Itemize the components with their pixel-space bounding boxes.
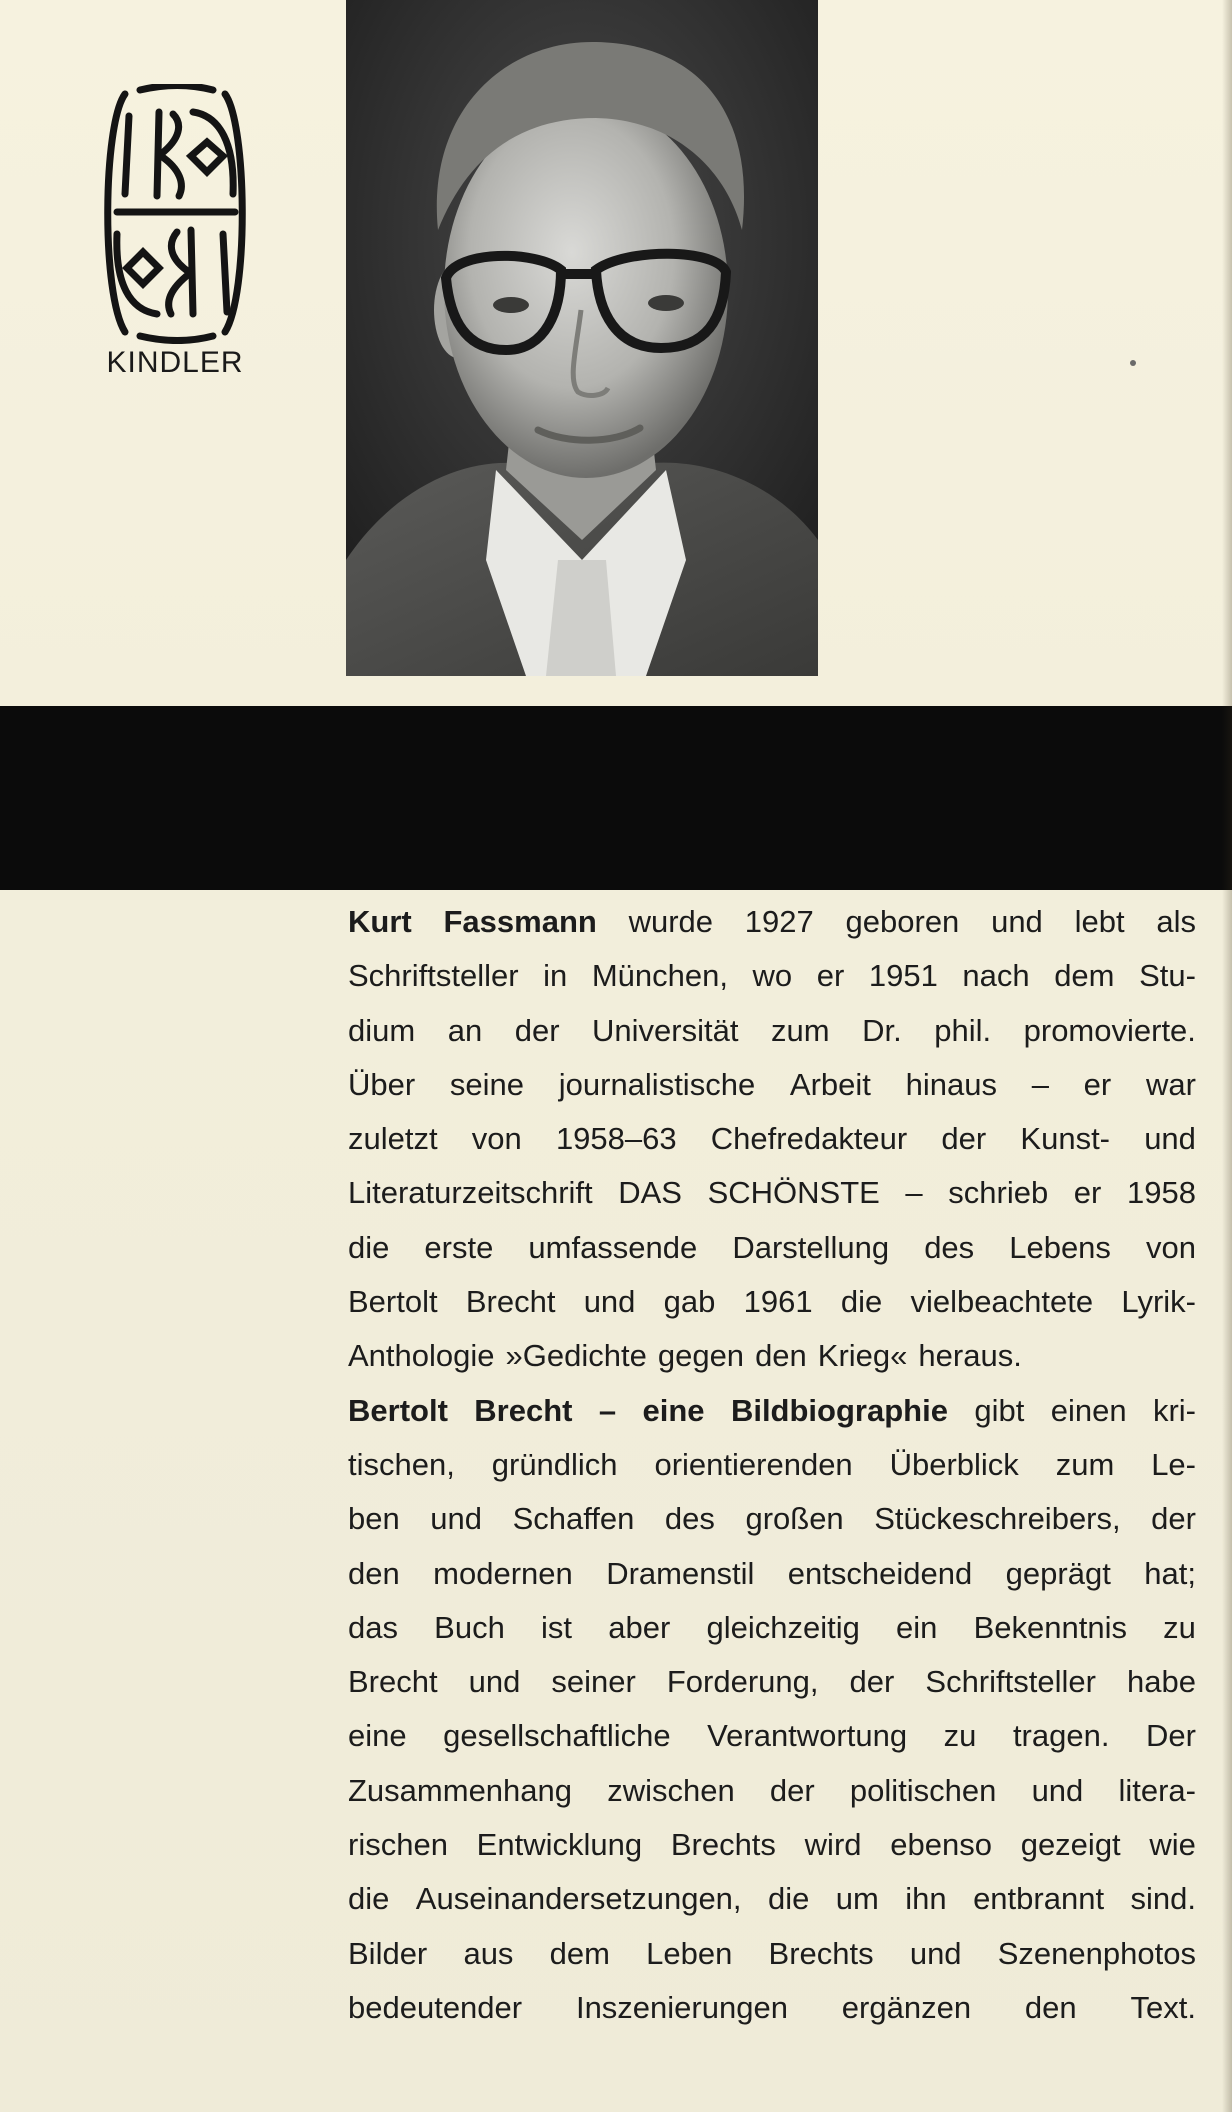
- text-line: den modernen Dramenstil entscheidend geprägt hat;: [348, 1555, 1196, 1591]
- black-band: [0, 706, 1232, 890]
- publisher-logo: [95, 84, 255, 384]
- text-line: Schriftsteller in München, wo er 1951 nach dem Stu-: [348, 958, 1196, 994]
- publisher-name: KINDLER: [106, 346, 244, 379]
- text-line: Über seine journalistische Arbeit hinaus – er war: [348, 1066, 1196, 1102]
- text-line: ben und Schaffen des großen Stückeschreibers, der: [348, 1501, 1196, 1537]
- text-line: die erste umfassende Darstellung des Lebens von: [348, 1229, 1196, 1265]
- text-line: bedeutender Inszenierungen ergänzen den Text.: [348, 1989, 1196, 2025]
- text-line: Bilder aus dem Leben Brechts und Szenenphotos: [348, 1935, 1196, 1971]
- print-speck: [1130, 360, 1136, 366]
- author-bio-paragraph: [348, 895, 1196, 1384]
- kindler-logo-icon: [95, 84, 255, 344]
- text-line: tischen, gründlich orientierenden Überblick zum Le-: [348, 1446, 1196, 1482]
- author-portrait-photo: [346, 0, 818, 676]
- text-line: dium an der Universität zum Dr. phil. promovierte.: [348, 1012, 1196, 1048]
- text-line: Kurt Fassmann wurde 1927 geboren und lebt als: [348, 895, 1196, 949]
- author-name-last: Fassmann: [443, 904, 597, 939]
- text-line: rischen Entwicklung Brechts wird ebenso gezeigt wie: [348, 1827, 1196, 1863]
- text-line: Brecht und seiner Forderung, der Schriftsteller habe: [348, 1664, 1196, 1700]
- text-line: eine gesellschaftliche Verantwortung zu tragen. Der: [348, 1718, 1196, 1754]
- text-line: Anthologie »Gedichte gegen den Krieg« heraus.: [348, 1338, 1022, 1374]
- author-portrait: [346, 0, 818, 676]
- text-line: Bertolt Brecht – eine Bildbiographie gibt einen kri-: [348, 1384, 1196, 1438]
- book-title-word: eine: [642, 1392, 705, 1428]
- book-description-paragraph: [348, 1384, 1196, 2036]
- blurb-text: [348, 895, 1196, 2035]
- text-line: Zusammenhang zwischen der politischen und litera-: [348, 1772, 1196, 1808]
- text-line: zuletzt von 1958–63 Chefredakteur der Kunst- und: [348, 1121, 1196, 1157]
- text-line: das Buch ist aber gleichzeitig ein Bekenntnis zu: [348, 1609, 1196, 1645]
- text-line: die Auseinandersetzungen, die um ihn entbrannt sind.: [348, 1881, 1196, 1917]
- text-line: Bertolt Brecht und gab 1961 die vielbeachtete Lyrik-: [348, 1284, 1196, 1320]
- book-title-word: Brecht: [474, 1392, 573, 1428]
- book-title-word: Bertolt: [348, 1392, 448, 1428]
- book-title-word: Bildbiographie: [730, 1392, 948, 1428]
- text-line: Literaturzeitschrift DAS SCHÖNSTE – schrieb er 1958: [348, 1175, 1196, 1211]
- book-title-word: –: [598, 1392, 617, 1428]
- author-name-first: Kurt: [348, 904, 412, 939]
